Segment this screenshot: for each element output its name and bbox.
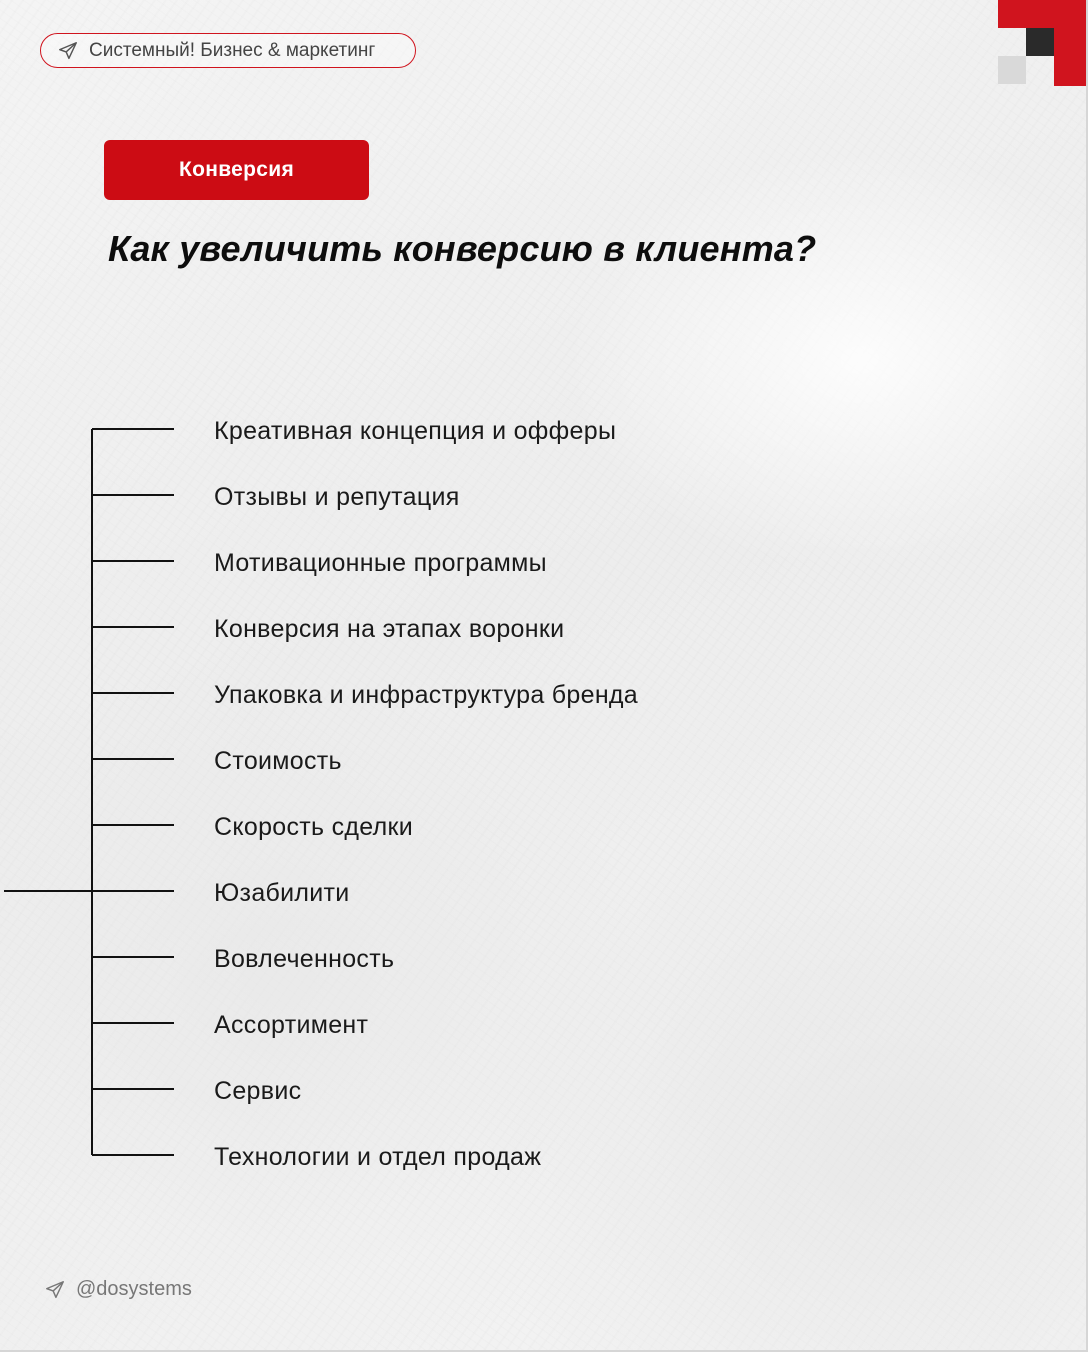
diagram-item-label: Юзабилити [214,879,350,907]
footer-handle: @dosystems [76,1278,192,1300]
brand-logo [998,0,1088,86]
category-badge-label: Конверсия [178,158,294,181]
footer[interactable] [44,1278,192,1301]
diagram-item-label: Конверсия на этапах воронки [214,615,565,643]
diagram-item-label: Стоимость [214,747,342,775]
channel-pill[interactable] [40,33,416,68]
diagram-item-label: Упаковка и инфраструктура бренда [214,681,639,709]
diagram-item-label: Вовлеченность [214,945,395,973]
diagram-item-label: Технологии и отдел продаж [214,1143,542,1171]
diagram-item-label: Скорость сделки [214,813,414,841]
channel-label: Системный! Бизнес & маркетинг [89,39,376,61]
logo-red-right [1054,0,1086,86]
logo-dark-square [1026,28,1054,56]
telegram-icon [44,1279,66,1301]
diagram-item-label: Креативная концепция и офферы [214,417,617,445]
diagram-item-label: Мотивационные программы [214,549,547,577]
diagram-item-label: Ассортимент [214,1011,369,1039]
telegram-icon [57,40,79,62]
diagram-item-label: Отзывы и репутация [214,483,460,511]
logo-gray-square [998,56,1026,84]
page-title: Как увеличить конверсию в клиента? [108,228,817,269]
category-badge [104,140,369,200]
diagram-item-label: Сервис [214,1077,302,1105]
